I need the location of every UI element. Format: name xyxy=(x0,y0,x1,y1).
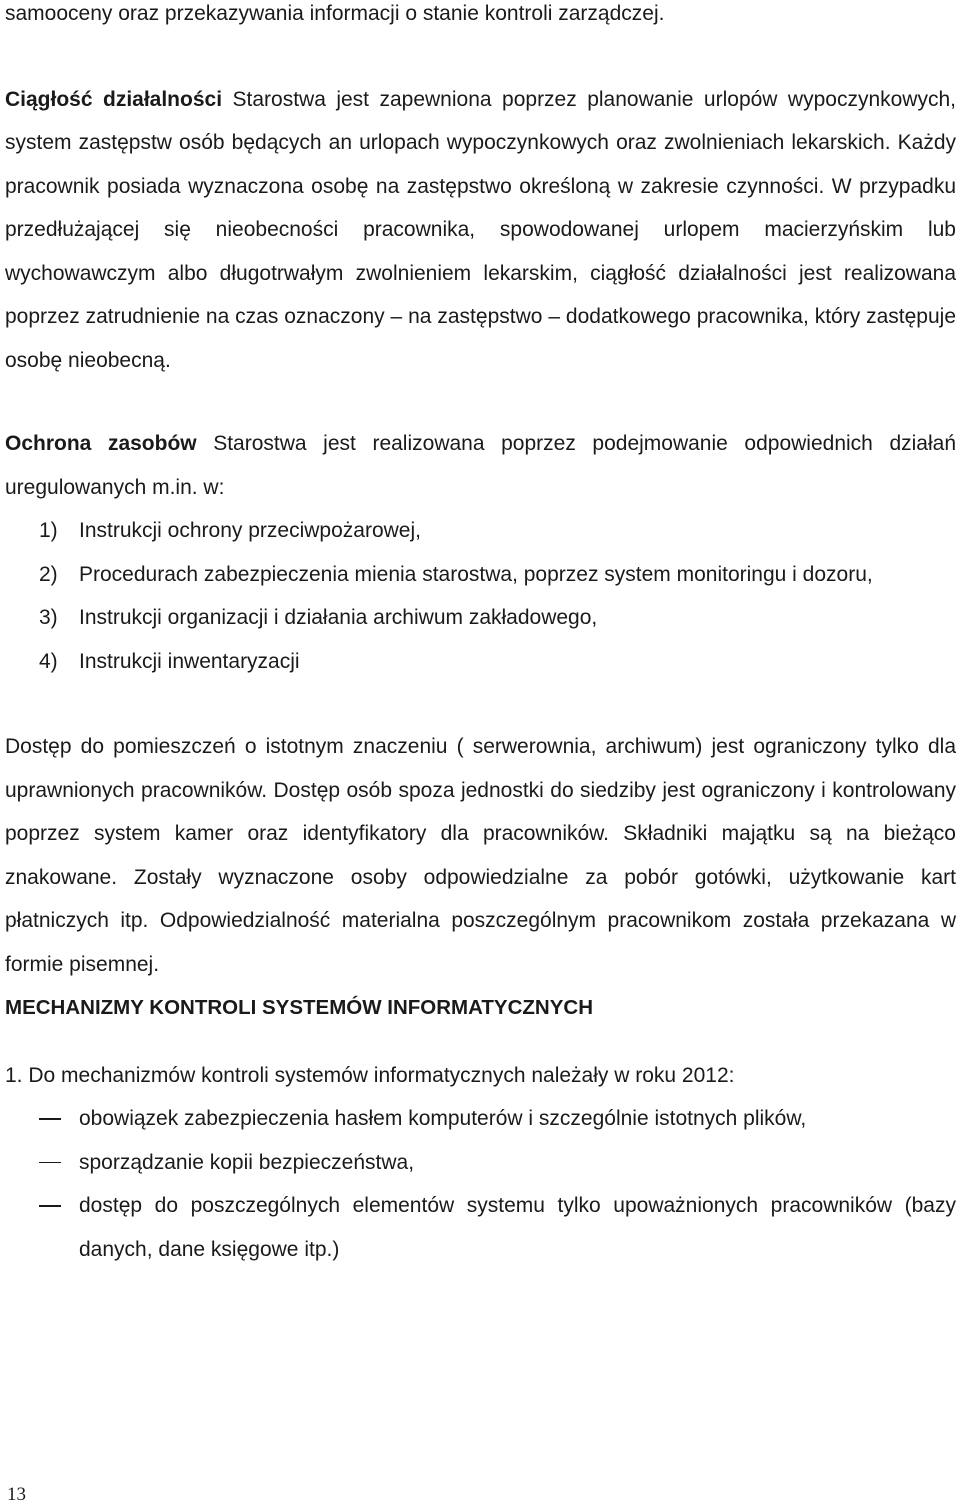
continuity-title: Ciągłość działalności xyxy=(5,87,223,111)
continuity-paragraph xyxy=(5,78,956,383)
list-item xyxy=(5,1141,956,1185)
list-item-text: Instrukcji ochrony przeciwpożarowej, xyxy=(79,519,421,542)
assets-list xyxy=(5,509,956,683)
document-page xyxy=(5,0,956,1271)
list-item-text: Procedurach zabezpieczenia mienia starostwa, poprzez system monitoringu i dozoru, xyxy=(79,562,873,586)
it-controls-intro: 1. Do mechanizmów kontroli systemów informatycznych należały w roku 2012: xyxy=(5,1063,735,1087)
list-item-text: obowiązek zabezpieczenia hasłem komputerów i szczególnie istotnych plików, xyxy=(79,1107,807,1130)
list-item xyxy=(5,640,956,684)
assets-paragraph xyxy=(5,422,956,509)
list-item-text: Instrukcji organizacji i działania archiwum zakładowego, xyxy=(79,606,598,629)
assets-title: Ochrona zasobów xyxy=(5,432,197,455)
list-item-number: 2) xyxy=(39,562,58,586)
dash-bullet-icon xyxy=(39,1118,61,1120)
assets-text: Starostwa jest realizowana poprzez podejmowanie odpowiednich działań uregulowanych m.in. w: xyxy=(5,432,956,499)
list-item xyxy=(5,1184,956,1271)
intro-tail-paragraph: samooceny oraz przekazywania informacji o stanie kontroli zarządczej. xyxy=(5,2,665,25)
list-item-text: dostęp do poszczególnych elementów systemu tylko upoważnionych pracowników (bazy danych, dane księgowe itp.) xyxy=(79,1194,956,1261)
list-item xyxy=(5,1097,956,1141)
list-item-number: 3) xyxy=(39,606,58,629)
list-item-text: sporządzanie kopii bezpieczeństwa, xyxy=(79,1150,415,1174)
list-item-number: 4) xyxy=(39,649,58,673)
list-item xyxy=(5,596,956,640)
dash-bullet-icon xyxy=(39,1162,61,1164)
list-item xyxy=(5,553,956,597)
it-controls-list xyxy=(5,1097,956,1271)
list-item-text: Instrukcji inwentaryzacji xyxy=(79,649,300,673)
continuity-text: Starostwa jest zapewniona poprzez planowanie urlopów wypoczynkowych, system zastępstw osób będących an urlopach wypoczynkowych oraz zwolnieniach lekarskich. Każdy pracownik posiada wyznaczona osobę na zastępstwo określoną w zakresie czynności. W przypadku przedłużającej się nieobecności pracownika, spowodowanej urlopem macierzyńskim lub wychowawczym albo długotrwałym zwolnieniem lekarskim, ciągłość działalności jest realizowana poprzez zatrudnienie na czas oznaczony – na zastępstwo – dodatkowego pracownika, który zastępuje osobę nieobecną. xyxy=(5,87,956,372)
dash-bullet-icon xyxy=(39,1205,61,1207)
list-item xyxy=(5,509,956,553)
access-paragraph: Dostęp do pomieszczeń o istotnym znaczeniu ( serwerownia, archiwum) jest ograniczony tylko dla uprawnionych pracowników. Dostęp osób spoza jednostki do siedziby jest ograniczony i kontrolowany poprzez system kamer oraz identyfikatory dla pracowników. Składniki majątku są na bieżąco znakowane. Zostały wyznaczone osoby odpowiedzialne za pobór gotówki, użytkowanie kart płatniczych itp. Odpowiedzialność materialna poszczególnym pracownikom została przekazana w formie pisemnej. xyxy=(5,735,956,976)
list-item-number: 1) xyxy=(39,519,58,542)
it-controls-heading: MECHANIZMY KONTROLI SYSTEMÓW INFORMATYCZNYCH xyxy=(5,996,594,1019)
page-number: 13 xyxy=(7,1484,26,1505)
